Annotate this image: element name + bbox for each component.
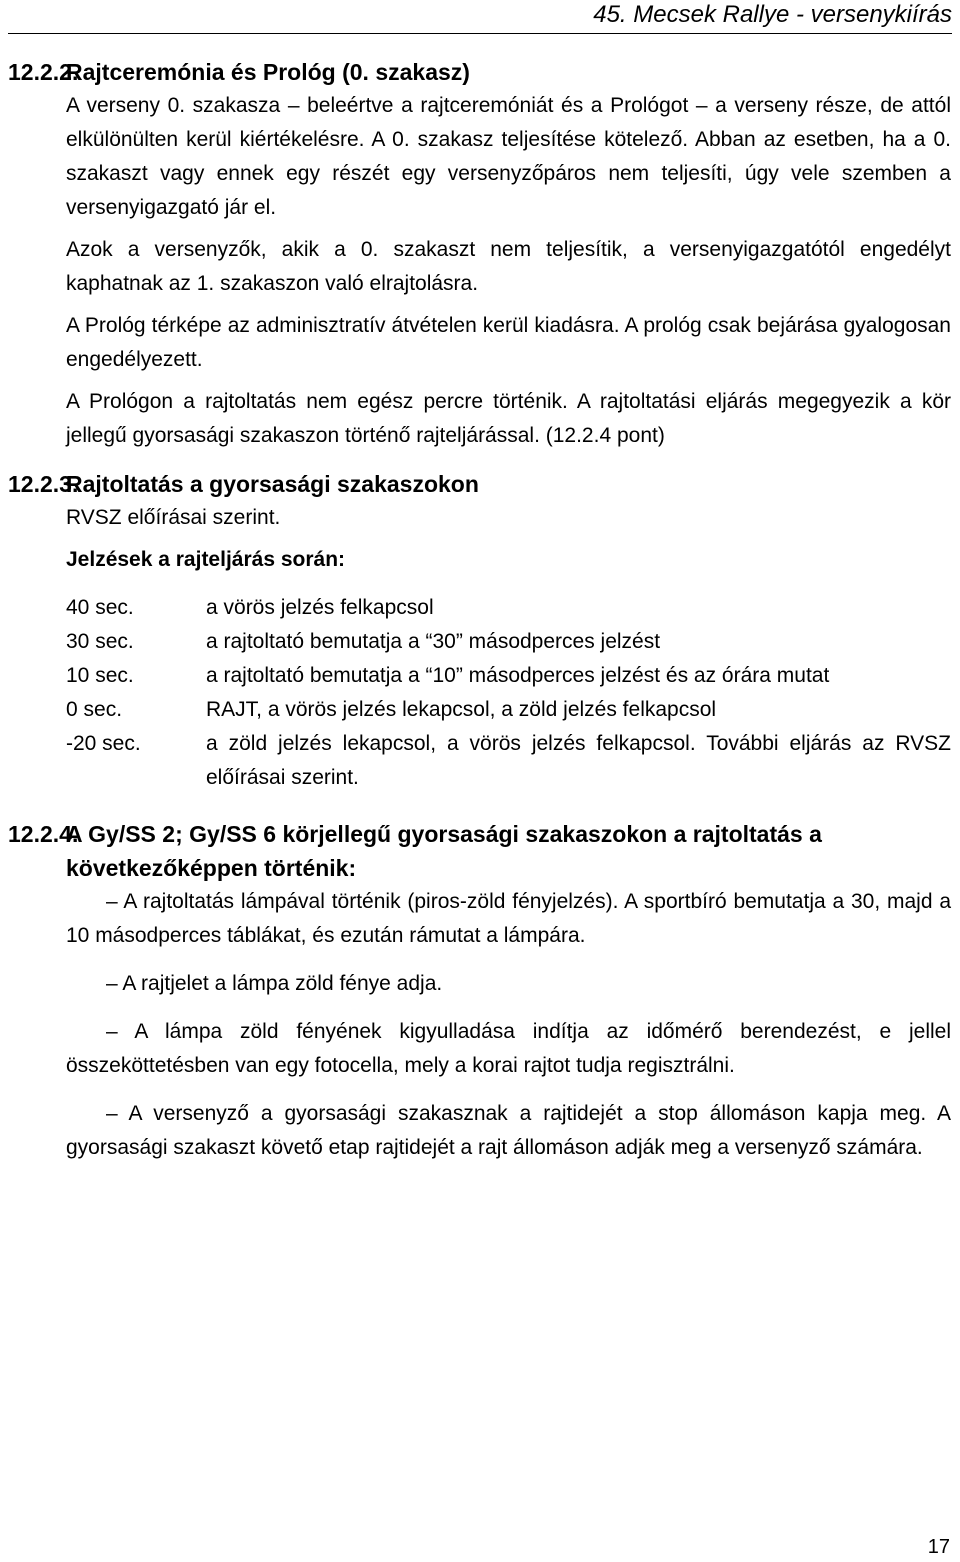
paragraph: A Prológon a rajtoltatás nem egész percre történik. A rajtoltatási eljárás megegyezik a kör jellegű gyorsasági szakaszon történő rajteljárással. (12.2.4 pont) (66, 390, 951, 447)
section-heading-12-2-2 (8, 55, 951, 89)
signal-time: 10 sec. (66, 664, 134, 687)
signal-description: a vörös jelzés felkapcsol (206, 596, 434, 619)
section-subtitle: RVSZ előírásai szerint. (66, 506, 281, 529)
page-number: 17 (927, 1536, 950, 1558)
dash-paragraph: – A lámpa zöld fényének kigyulladása indítja az időmérő berendezést, e jellel összeköttetésben van egy fotocella, mely a korai rajtot tudja regisztrálni. (66, 1020, 951, 1077)
section-number: 12.2.2. (8, 59, 79, 85)
signals-table (66, 591, 951, 795)
signal-time: -20 sec. (66, 732, 141, 755)
header-divider (8, 33, 952, 34)
section-number: 12.2.4. (8, 821, 79, 847)
signals-heading: Jelzések a rajteljárás során: (66, 548, 346, 571)
section-title: A Gy/SS 2; Gy/SS 6 körjellegű gyorsasági szakaszokon a rajtoltatás a következőképpen történik: (66, 821, 822, 881)
signal-description: RAJT, a vörös jelzés lekapcsol, a zöld jelzés felkapcsol (206, 698, 717, 721)
signal-row (66, 727, 951, 795)
dash-paragraph: – A rajtoltatás lámpával történik (piros-zöld fényjelzés). A sportbíró bemutatja a 30, majd a 10 másodperces táblákat, és ezután rámutat a lámpára. (66, 890, 951, 947)
signal-description: a zöld jelzés lekapcsol, a vörös jelzés felkapcsol. További eljárás az RVSZ előírásai szerint. (206, 732, 951, 789)
signal-description: a rajtoltató bemutatja a “30” másodperces jelzést (206, 630, 661, 653)
document-body (8, 55, 951, 1165)
signal-description: a rajtoltató bemutatja a “10” másodperces jelzést és az órára mutat (206, 664, 830, 687)
section-title: Rajtceremónia és Prológ (0. szakasz) (66, 59, 470, 85)
signal-row (66, 591, 951, 625)
signal-row (66, 659, 951, 693)
section-heading-12-2-4 (8, 817, 951, 885)
section-title: Rajtoltatás a gyorsasági szakaszokon (66, 471, 479, 497)
dash-paragraph: – A versenyző a gyorsasági szakasznak a rajtidejét a stop állomáson kapja meg. A gyorsasági szakaszt követő etap rajtidejét a rajt állomáson adják meg a versenyző számára. (66, 1102, 951, 1159)
paragraph: Azok a versenyzők, akik a 0. szakaszt nem teljesítik, a versenyigazgatótól engedélyt kaphatnak az 1. szakaszon való elrajtolásra. (66, 238, 951, 295)
signal-time: 40 sec. (66, 596, 134, 619)
paragraph: A verseny 0. szakasza – beleértve a rajtceremóniát és a Prológot – a verseny része, de attól elkülönülten kerül kiértékelésre. A 0. szakasz teljesítése kötelező. Abban az esetben, ha a 0. szakaszt vagy ennek egy részét egy versenyzőpáros nem teljesíti, úgy vele szemben a versenyigazgató jár el. (66, 94, 951, 219)
signal-row (66, 693, 951, 727)
section-number: 12.2.3. (8, 471, 79, 497)
signal-time: 0 sec. (66, 698, 123, 721)
section-heading-12-2-3 (8, 467, 951, 501)
paragraph: A Prológ térképe az adminisztratív átvételen kerül kiadásra. A prológ csak bejárása gyalogosan engedélyezett. (66, 314, 951, 371)
signal-row (66, 625, 951, 659)
dash-paragraph: – A rajtjelet a lámpa zöld fénye adja. (106, 972, 443, 995)
signal-time: 30 sec. (66, 630, 134, 653)
document-header-title: 45. Mecsek Rallye - versenykiírás (593, 1, 952, 28)
